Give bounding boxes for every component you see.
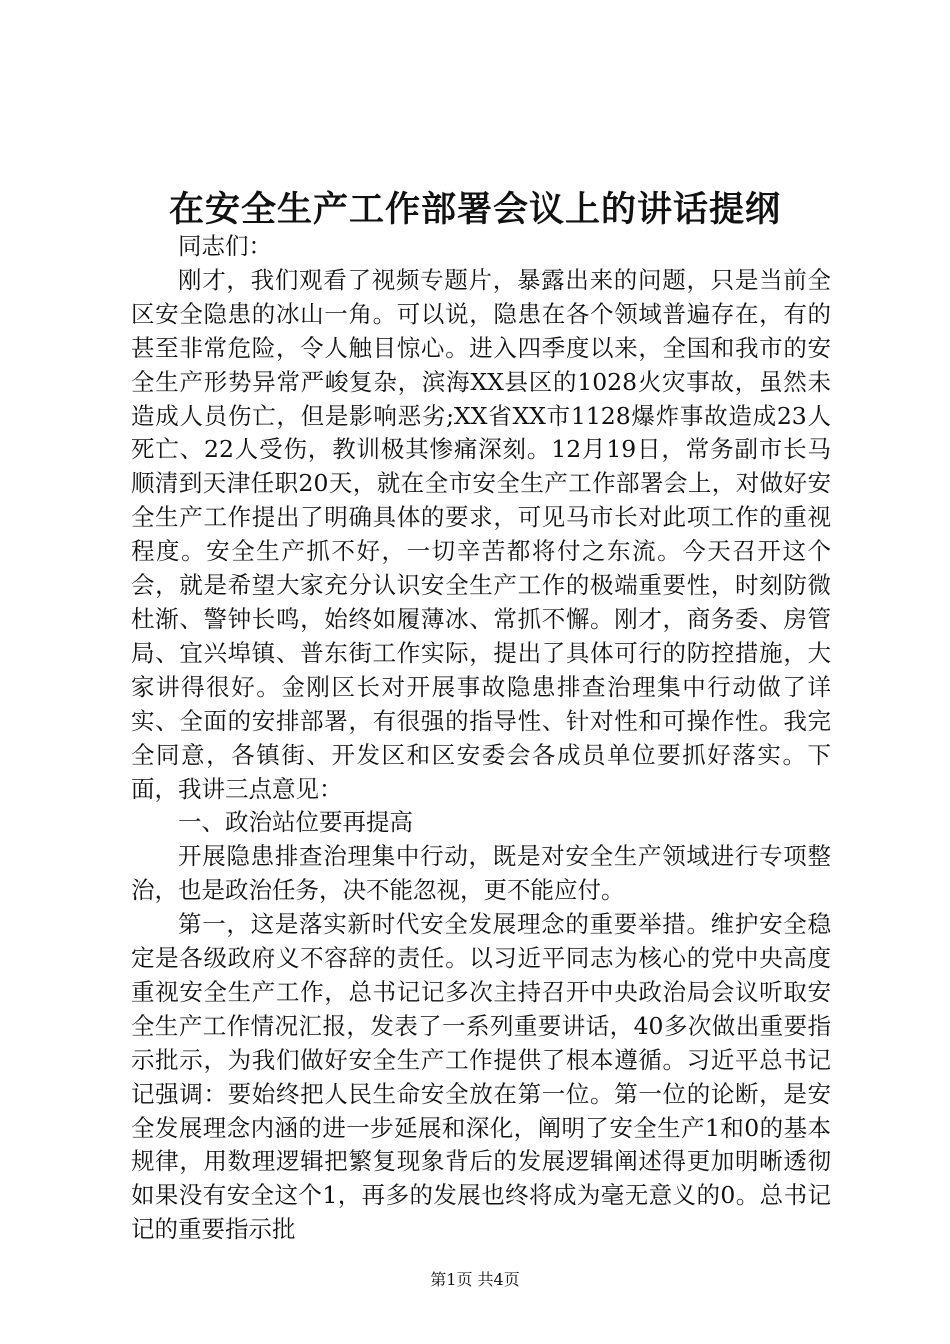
page-number-footer: 第1页 共4页 xyxy=(430,1270,520,1289)
body-paragraph: 刚才，我们观看了视频专题片，暴露出来的问题，只是当前全区安全隐患的冰山一角。可以说，隐患在各个领域普遍存在，有的甚至非常危险，令人触目惊心。进入四季度以来，全国和我市的安全生产形势异常严峻复杂，滨海XX县区的1028火灾事故，虽然未造成人员伤亡，但是影响恶劣;XX省XX市1128爆炸事故造成23人死亡、22人受伤，教训极其惨痛深刻。12月19日，常务副市长马顺清到天津任职20天，就在全市安全生产工作部署会上，对做好安全生产工作提出了明确具体的要求，可见马市长对此项工作的重视程度。安全生产抓不好，一切辛苦都将付之东流。今天召开这个会，就是希望大家充分认识安全生产工作的极端重要性，时刻防微杜渐、警钟长鸣，始终如履薄冰、常抓不懈。刚才，商务委、房管局、宜兴埠镇、普东街工作实际，提出了具体可行的防控措施，大家讲得很好。金刚区长对开展事故隐患排查治理集中行动做了详实、全面的安排部署，有很强的指导性、针对性和可操作性。我完全同意，各镇街、开发区和区安委会各成员单位要抓好落实。下面，我讲三点意见： xyxy=(131,265,831,803)
document-body xyxy=(131,230,831,1247)
salutation-paragraph: 同志们： xyxy=(178,232,272,260)
body-paragraph: 第一，这是落实新时代安全发展理念的重要举措。维护安全稳定是各级政府义不容辞的责任。以习近平同志为核心的党中央高度重视安全生产工作，总书记记多次主持召开中央政治局会议听取安全生产工作情况汇报，发表了一系列重要讲话，40多次做出重要指示批示，为我们做好安全生产工作提供了根本遵循。习近平总书记记强调：要始终把人民生命安全放在第一位。第一位的论断，是安全发展理念内涵的进一步延展和深化，阐明了安全生产1和0的基本规律，用数理逻辑把繁复现象背后的发展逻辑阐述得更加明晰透彻如果没有安全这个1，再多的发展也终将成为毫无意义的0。总书记记的重要指示批 xyxy=(131,910,831,1244)
body-paragraph: 开展隐患排查治理集中行动，既是对安全生产领域进行专项整治，也是政治任务，决不能忽视，更不能应付。 xyxy=(131,842,831,905)
document-title: 在安全生产工作部署会议上的讲话提纲 xyxy=(168,189,781,230)
section-heading: 一、政治站位要再提高 xyxy=(178,808,413,837)
